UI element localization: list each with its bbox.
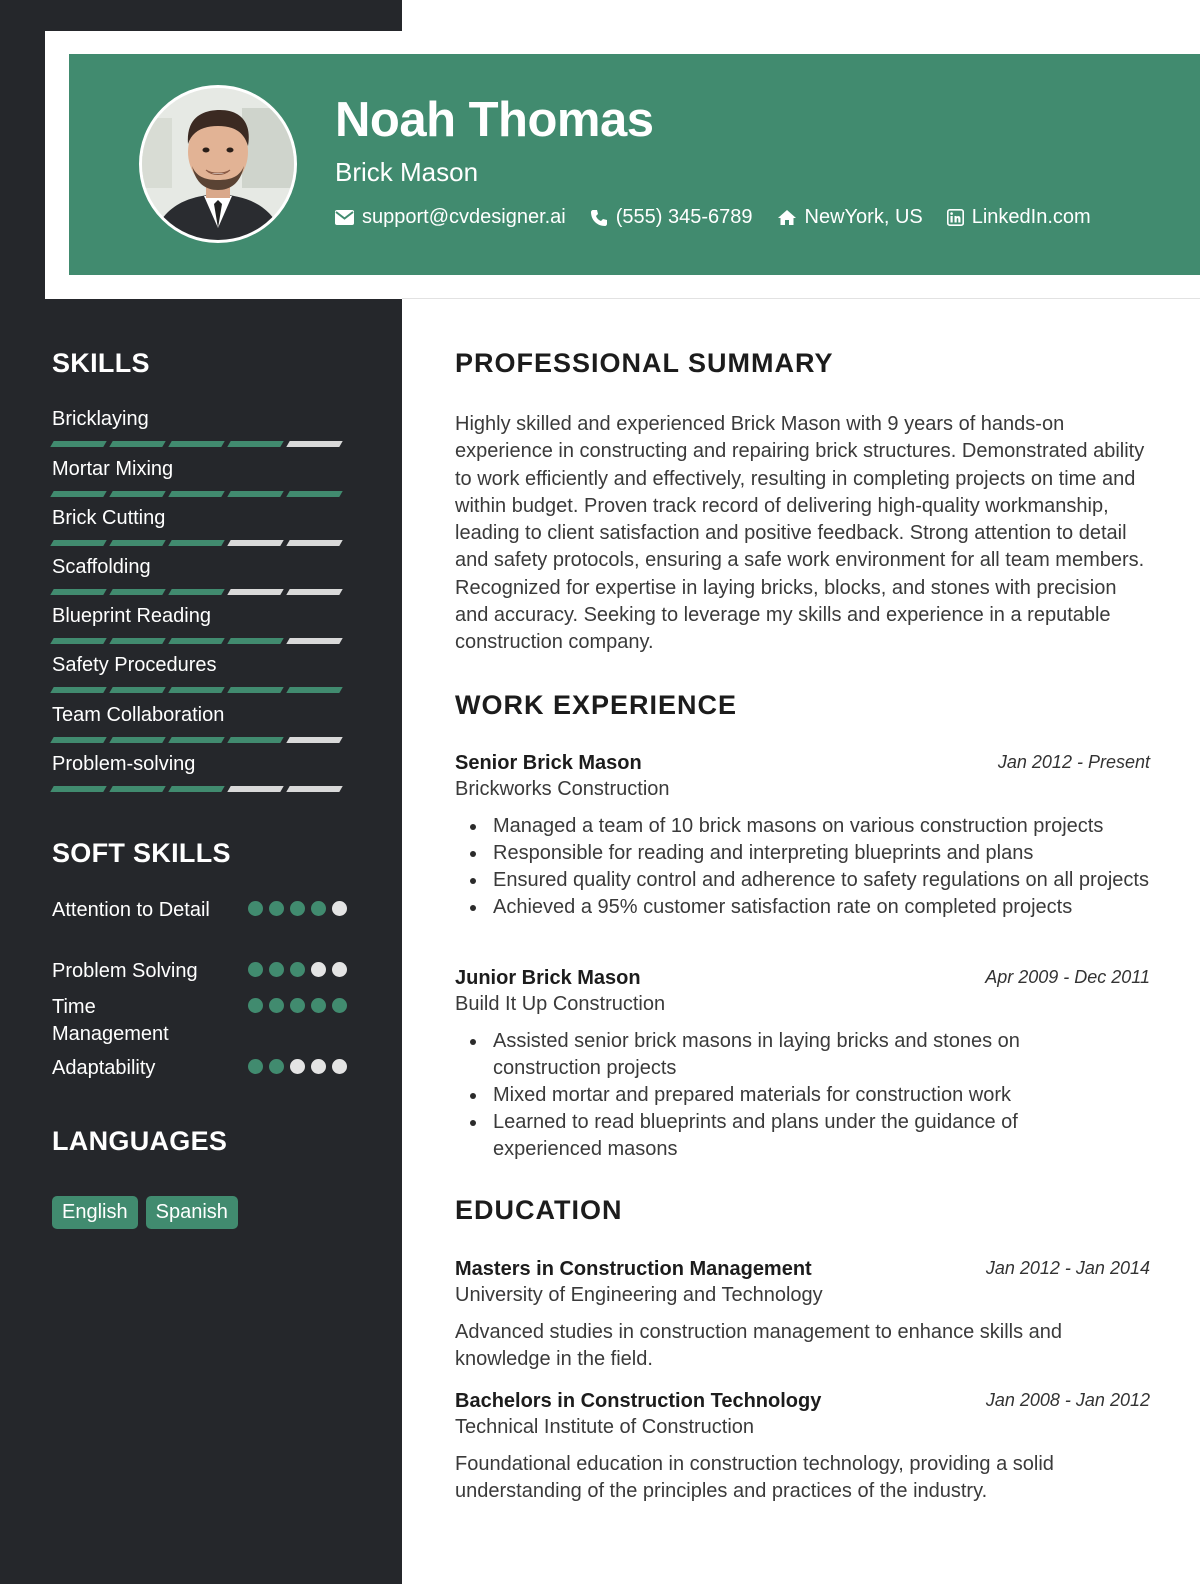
skill-segment-filled <box>286 491 342 497</box>
skill-item <box>52 408 348 447</box>
skill-segment-empty <box>227 786 283 792</box>
candidate-name: Noah Thomas <box>335 93 654 147</box>
list-item <box>455 1109 1075 1163</box>
skill-segment-filled <box>168 786 224 792</box>
skill-segment-filled <box>227 491 283 497</box>
bullet-text: Learned to read blueprints and plans under the guidance of experienced masons <box>493 1111 1018 1160</box>
skill-name: Safety Procedures <box>52 654 217 676</box>
bullet-text: Responsible for reading and interpreting blueprints and plans <box>493 842 1034 864</box>
skill-level-bar <box>52 589 348 595</box>
bullet-text: Assisted senior brick masons in laying bricks and stones on construction projects <box>493 1030 1020 1079</box>
skill-segment-filled <box>227 441 283 447</box>
language-list <box>52 1196 238 1229</box>
rating-dot-empty <box>332 901 347 916</box>
skill-segment-filled <box>109 491 165 497</box>
job-dates: Jan 2012 - Present <box>997 752 1150 772</box>
languages-heading: LANGUAGES <box>52 1126 228 1156</box>
school-name: University of Engineering and Technology <box>455 1284 823 1306</box>
home-icon <box>777 209 797 226</box>
skill-segment-filled <box>109 638 165 644</box>
bullet-icon <box>470 1120 476 1126</box>
job-company: Build It Up Construction <box>455 993 666 1015</box>
list-item <box>455 867 1150 894</box>
skill-segment-filled <box>50 441 106 447</box>
skill-segment-filled <box>109 737 165 743</box>
rating-dot-empty <box>290 1059 305 1074</box>
language-tag: Spanish <box>146 1196 238 1229</box>
skill-segment-filled <box>227 737 283 743</box>
soft-skill-name: Time Management <box>52 996 169 1045</box>
skill-segment-filled <box>50 540 106 546</box>
skill-level-bar <box>52 786 348 792</box>
skill-segment-filled <box>168 491 224 497</box>
skill-segment-filled <box>168 737 224 743</box>
skill-segment-filled <box>109 540 165 546</box>
skill-name: Bricklaying <box>52 408 149 430</box>
skill-segment-filled <box>168 441 224 447</box>
job-entry <box>455 752 1150 921</box>
skill-segment-empty <box>286 441 342 447</box>
skill-segment-filled <box>168 638 224 644</box>
rating-dot-empty <box>311 962 326 977</box>
bullet-text: Mixed mortar and prepared materials for construction work <box>493 1084 1011 1106</box>
skill-segment-filled <box>227 687 283 693</box>
rating-dot-filled <box>248 962 263 977</box>
soft-skill-item <box>52 897 348 924</box>
skill-level-bar <box>52 441 348 447</box>
education-entry <box>455 1390 1150 1505</box>
linkedin-icon <box>947 209 964 226</box>
bullet-text: Ensured quality control and adherence to safety regulations on all projects <box>493 869 1149 891</box>
education-heading: EDUCATION <box>455 1195 623 1225</box>
rating-dot-filled <box>269 901 284 916</box>
rating-dot-filled <box>269 1059 284 1074</box>
rating-dot-filled <box>311 998 326 1013</box>
job-dates: Apr 2009 - Dec 2011 <box>985 967 1150 987</box>
avatar <box>139 85 297 243</box>
job-entry <box>455 967 1150 1163</box>
rating-dot-filled <box>248 998 263 1013</box>
contact-phone[interactable] <box>590 206 753 229</box>
rating-dot-filled <box>269 962 284 977</box>
skill-segment-filled <box>50 589 106 595</box>
soft-skill-rating <box>248 998 347 1013</box>
education-dates: Jan 2008 - Jan 2012 <box>985 1390 1150 1410</box>
list-item <box>455 1028 1075 1082</box>
skill-level-bar <box>52 540 348 546</box>
skill-segment-filled <box>50 687 106 693</box>
education-entry <box>455 1258 1150 1373</box>
skill-segment-filled <box>168 540 224 546</box>
degree-title: Bachelors in Construction Technology <box>455 1390 822 1412</box>
soft-skill-item <box>52 994 348 1048</box>
skill-level-bar <box>52 737 348 743</box>
skill-item <box>52 704 348 743</box>
degree-title: Masters in Construction Management <box>455 1258 812 1280</box>
bullet-icon <box>470 1093 476 1099</box>
skill-item <box>52 507 348 546</box>
rating-dot-empty <box>332 962 347 977</box>
contact-location <box>777 206 923 229</box>
skill-segment-filled <box>168 687 224 693</box>
skill-segment-filled <box>227 638 283 644</box>
skill-name: Scaffolding <box>52 556 151 578</box>
list-item <box>455 840 1150 867</box>
bullet-icon <box>470 878 476 884</box>
bullet-icon <box>470 905 476 911</box>
soft-skill-rating <box>248 1059 347 1074</box>
education-description: Foundational education in construction technology, providing a solid understanding of the principles and practices of the industry. <box>455 1453 1054 1502</box>
skill-level-bar <box>52 687 348 693</box>
skill-segment-filled <box>168 589 224 595</box>
job-title: Senior Brick Mason <box>455 752 642 774</box>
contact-email-text: support@cvdesigner.ai <box>362 206 566 228</box>
skill-segment-filled <box>109 441 165 447</box>
job-title: Junior Brick Mason <box>455 967 641 989</box>
list-item <box>455 894 1150 921</box>
rating-dot-filled <box>290 962 305 977</box>
rating-dot-filled <box>311 901 326 916</box>
rating-dot-empty <box>311 1059 326 1074</box>
bullet-icon <box>470 851 476 857</box>
contact-list <box>335 206 1091 229</box>
education-dates: Jan 2012 - Jan 2014 <box>985 1258 1150 1278</box>
contact-phone-text: (555) 345-6789 <box>615 206 753 228</box>
skill-segment-filled <box>50 737 106 743</box>
bullet-text: Managed a team of 10 brick masons on various construction projects <box>493 815 1104 837</box>
experience-heading: WORK EXPERIENCE <box>455 690 738 720</box>
skill-level-bar <box>52 638 348 644</box>
rating-dot-filled <box>290 998 305 1013</box>
contact-linkedin-text: LinkedIn.com <box>971 206 1091 228</box>
soft-skills-heading: SOFT SKILLS <box>52 838 231 868</box>
summary-text: Highly skilled and experienced Brick Mason with 9 years of hands-on experience in constructing and repairing brick structures. Demonstrated ability to work efficiently and effectively, resulting in completing projects on time and within budget. Proven track record of delivering high-quality workmanship, leading to client satisfaction and positive feedback. Strong attention to detail and safety protocols, ensuring a safe work environment for all team members. Recognized for expertise in laying bricks, blocks, and stones with precision and accuracy. Seeking to leverage my skills and experience in a reputable construction company. <box>455 413 1145 654</box>
skill-name: Problem-solving <box>52 753 196 775</box>
phone-icon <box>590 209 608 227</box>
job-company: Brickworks Construction <box>455 778 670 800</box>
contact-email[interactable] <box>335 206 566 229</box>
rating-dot-filled <box>332 998 347 1013</box>
skill-segment-empty <box>286 540 342 546</box>
skills-heading: SKILLS <box>52 348 150 378</box>
header-divider <box>402 298 1200 299</box>
skill-segment-filled <box>109 786 165 792</box>
soft-skill-item <box>52 958 348 985</box>
skill-segment-filled <box>50 638 106 644</box>
bullet-text: Achieved a 95% customer satisfaction rate on completed projects <box>493 896 1073 918</box>
soft-skill-rating <box>248 901 347 916</box>
school-name: Technical Institute of Construction <box>455 1416 755 1438</box>
skill-name: Brick Cutting <box>52 507 166 529</box>
envelope-icon <box>335 210 354 225</box>
bullet-icon <box>470 824 476 830</box>
skill-segment-empty <box>227 540 283 546</box>
skill-level-bar <box>52 491 348 497</box>
soft-skill-name: Adaptability <box>52 1057 156 1079</box>
job-bullets <box>455 813 1150 921</box>
skill-segment-filled <box>50 786 106 792</box>
list-item <box>455 813 1150 840</box>
rating-dot-filled <box>290 901 305 916</box>
soft-skill-rating <box>248 962 347 977</box>
skill-segment-empty <box>286 737 342 743</box>
candidate-title: Brick Mason <box>335 157 479 187</box>
soft-skill-name: Problem Solving <box>52 960 198 982</box>
skill-item <box>52 753 348 792</box>
skill-segment-filled <box>109 687 165 693</box>
summary-heading: PROFESSIONAL SUMMARY <box>455 348 834 378</box>
soft-skill-item <box>52 1055 348 1082</box>
skill-segment-filled <box>286 687 342 693</box>
job-bullets <box>455 1028 1075 1163</box>
skill-segment-empty <box>227 589 283 595</box>
skill-segment-filled <box>109 589 165 595</box>
education-description: Advanced studies in construction management to enhance skills and knowledge in the field. <box>455 1321 1063 1370</box>
rating-dot-filled <box>248 901 263 916</box>
skill-name: Team Collaboration <box>52 704 225 726</box>
rating-dot-filled <box>248 1059 263 1074</box>
skill-name: Blueprint Reading <box>52 605 211 627</box>
skill-item <box>52 458 348 497</box>
skill-item <box>52 654 348 693</box>
soft-skill-name: Attention to Detail <box>52 899 210 921</box>
language-tag: English <box>52 1196 138 1229</box>
list-item <box>455 1082 1075 1109</box>
skill-name: Mortar Mixing <box>52 458 174 480</box>
rating-dot-filled <box>269 998 284 1013</box>
skill-segment-empty <box>286 589 342 595</box>
contact-location-text: NewYork, US <box>804 206 923 228</box>
bullet-icon <box>470 1039 476 1045</box>
contact-linkedin[interactable] <box>947 206 1091 229</box>
skill-segment-empty <box>286 786 342 792</box>
skill-item <box>52 556 348 595</box>
skill-segment-filled <box>50 491 106 497</box>
rating-dot-empty <box>332 1059 347 1074</box>
skill-segment-empty <box>286 638 342 644</box>
skill-item <box>52 605 348 644</box>
